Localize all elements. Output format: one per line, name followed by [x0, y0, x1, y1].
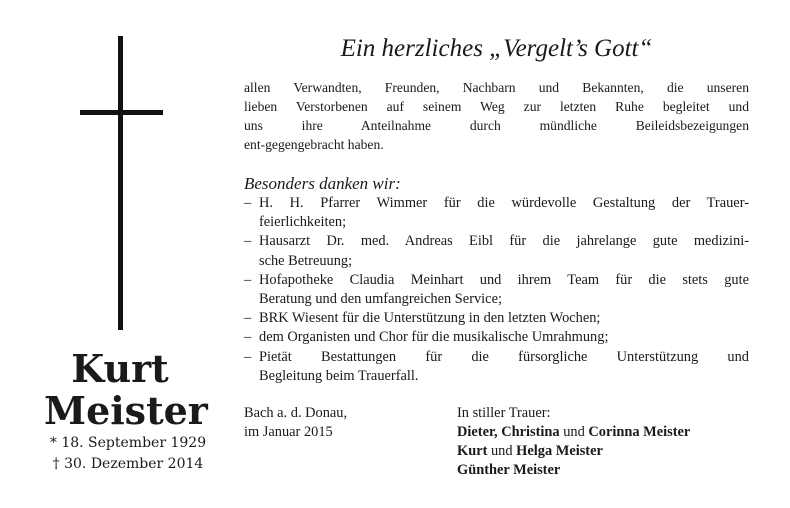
list-item: [244, 309, 749, 328]
conjunction: und: [487, 443, 517, 459]
thanks-list: [244, 194, 749, 386]
cross-vertical-bar: [118, 36, 123, 330]
intro-line: uns ihre Anteilnahme durch mündliche Beileidsbezeigungen: [244, 118, 749, 133]
list-item: [244, 348, 749, 386]
list-item-line: – Pietät Bestattungen für die fürsorgliche Unterstützung und: [259, 348, 749, 365]
date: im Januar 2015: [244, 424, 333, 440]
mourner-line: [457, 442, 690, 461]
mourner-names: Kurt: [457, 443, 488, 459]
place-date: [244, 404, 347, 442]
death-date: † 30. Dezember 2014: [52, 456, 204, 472]
mourner-names: Dieter, Christina: [457, 424, 560, 440]
list-item-line: – dem Organisten und Chor für die musikalische Umrahmung;: [259, 329, 609, 346]
mourner-names: Corinna Meister: [588, 424, 691, 440]
list-item: [244, 328, 749, 347]
list-item-line: – H. H. Pfarrer Wimmer für die würdevolle Gestaltung der Trauer-: [259, 195, 749, 211]
list-item-line: Begleitung beim Trauerfall.: [259, 367, 419, 384]
list-item-line: – Hofapotheke Claudia Meinhart und ihrem Team für die stets gute: [259, 271, 749, 288]
intro-line: allen Verwandten, Freunden, Nachbarn und Bekannten, die unseren: [244, 80, 749, 95]
list-item: [244, 271, 749, 309]
page-title: Ein herzliches „Vergelt’s Gott“: [340, 35, 653, 62]
mourners: [457, 404, 690, 480]
list-item-line: – BRK Wiesent für die Unterstützung in den letzten Wochen;: [259, 310, 601, 327]
list-item: [244, 194, 749, 232]
intro-line: ent-gegengebracht haben.: [244, 137, 384, 152]
list-item: [244, 232, 749, 270]
mourner-names: Helga Meister: [516, 443, 603, 459]
list-item-line: sche Betreuung;: [259, 252, 353, 269]
list-item-line: Beratung und den umfangreichen Service;: [259, 291, 502, 308]
life-dates: [43, 433, 213, 475]
mourners-label: In stiller Trauer:: [457, 405, 551, 421]
cross-horizontal-bar: [80, 110, 163, 115]
mourner-line: [457, 423, 690, 442]
place: Bach a. d. Donau,: [244, 405, 348, 421]
deceased-last-name: Meister: [44, 388, 208, 433]
mourner-names: Günther Meister: [457, 462, 561, 478]
deceased-first-name: Kurt: [71, 346, 169, 391]
thanks-heading: Besonders danken wir:: [244, 174, 401, 193]
intro-line: lieben Verstorbenen auf seinem Weg zur letzten Ruhe begleitet und: [244, 99, 749, 114]
list-item-line: feierlichkeiten;: [259, 214, 347, 231]
birth-date: * 18. September 1929: [49, 435, 207, 451]
intro-text: [244, 78, 749, 154]
list-item-line: – Hausarzt Dr. med. Andreas Eibl für die jahrelange gute medizini-: [259, 233, 749, 250]
mourner-line: [457, 461, 690, 480]
conjunction: und: [559, 424, 589, 440]
